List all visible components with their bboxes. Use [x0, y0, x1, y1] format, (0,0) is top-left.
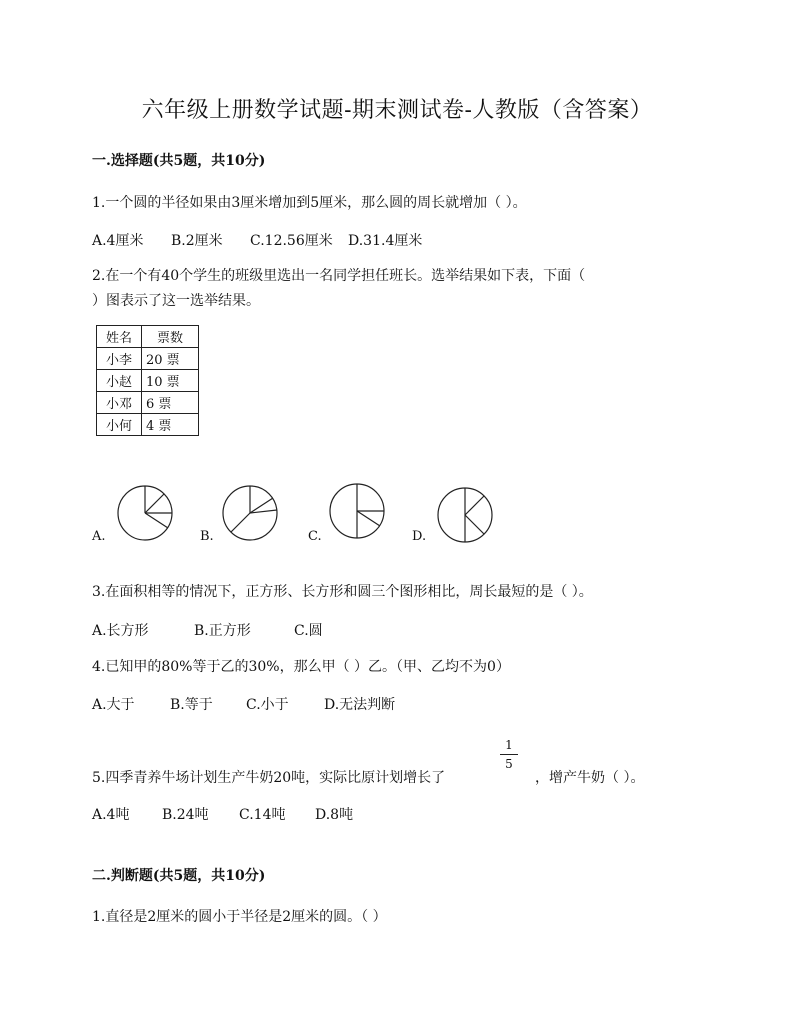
question-4-options [92, 694, 395, 714]
option-c: C.小于 [246, 697, 289, 713]
pie-label-a: A. [92, 529, 106, 544]
table-row [97, 370, 199, 392]
page-title: 六年级上册数学试题-期末测试卷-人教版（含答案） [141, 98, 653, 123]
option-c: C.圆 [294, 623, 323, 639]
option-b: B.24吨 [162, 807, 209, 823]
option-d: D.无法判断 [324, 697, 396, 713]
table-cell-votes: 20 票 [142, 348, 199, 370]
option-b: B.等于 [170, 697, 213, 713]
pie-label-c: C. [308, 529, 322, 544]
pie-options [92, 480, 512, 550]
question-5-text-after: ，增产牛奶（ ）。 [535, 770, 645, 786]
question-1: 1.一个圆的半径如果由3厘米增加到5厘米，那么圆的周长就增加（ ）。 [92, 195, 527, 211]
table-cell-name: 小何 [97, 414, 142, 436]
table-header-votes: 票数 [142, 326, 199, 348]
table-row [97, 392, 199, 414]
fraction-denominator: 5 [505, 757, 513, 771]
fraction-bar [500, 754, 518, 755]
question-2-line-2: ）图表示了这一选举结果。 [92, 293, 260, 309]
pie-chart-d [436, 486, 494, 544]
table-cell-votes: 4 票 [142, 414, 199, 436]
table-cell-votes: 10 票 [142, 370, 199, 392]
judgment-1: 1.直径是2厘米的圆小于半径是2厘米的圆。（ ） [92, 909, 387, 925]
option-c: C.14吨 [239, 807, 286, 823]
option-a: A.长方形 [92, 623, 149, 639]
vote-table [96, 325, 199, 436]
question-3-options [92, 620, 323, 640]
option-d: D.31.4厘米 [348, 233, 423, 249]
pie-chart-b [221, 484, 279, 542]
section-heading-choice: 一.选择题(共5题，共10分) [92, 153, 266, 169]
option-a: A.4吨 [92, 807, 130, 823]
question-4: 4.已知甲的80%等于乙的30%，那么甲（ ）乙。（甲、乙均不为0） [92, 659, 510, 675]
option-b: B.正方形 [194, 623, 251, 639]
pie-label-b: B. [200, 529, 214, 544]
fraction-numerator: 1 [505, 738, 513, 752]
table-cell-votes: 6 票 [142, 392, 199, 414]
table-header-name: 姓名 [97, 326, 142, 348]
option-c: C.12.56厘米 [250, 233, 333, 249]
table-cell-name: 小李 [97, 348, 142, 370]
table-row [97, 414, 199, 436]
question-5-text: 5.四季青养牛场计划生产牛奶20吨，实际比原计划增长了 [92, 770, 446, 786]
fraction [500, 738, 518, 771]
section-heading-judgment: 二.判断题(共5题，共10分) [92, 868, 266, 884]
question-3: 3.在面积相等的情况下，正方形、长方形和圆三个图形相比，周长最短的是（ ）。 [92, 584, 593, 600]
table-row [97, 348, 199, 370]
question-2-line-1: 2.在一个有40个学生的班级里选出一名同学担任班长。选举结果如下表，下面（ [92, 268, 586, 284]
table-header-row [97, 326, 199, 348]
pie-chart-a [116, 484, 174, 542]
pie-chart-c [328, 482, 386, 540]
option-a: A.大于 [92, 697, 135, 713]
question-1-options [92, 230, 422, 250]
option-a: A.4厘米 [92, 233, 144, 249]
option-b: B.2厘米 [171, 233, 223, 249]
pie-label-d: D. [412, 529, 427, 544]
question-5-options [92, 804, 353, 824]
option-d: D.8吨 [315, 807, 354, 823]
table-cell-name: 小邓 [97, 392, 142, 414]
table-cell-name: 小赵 [97, 370, 142, 392]
